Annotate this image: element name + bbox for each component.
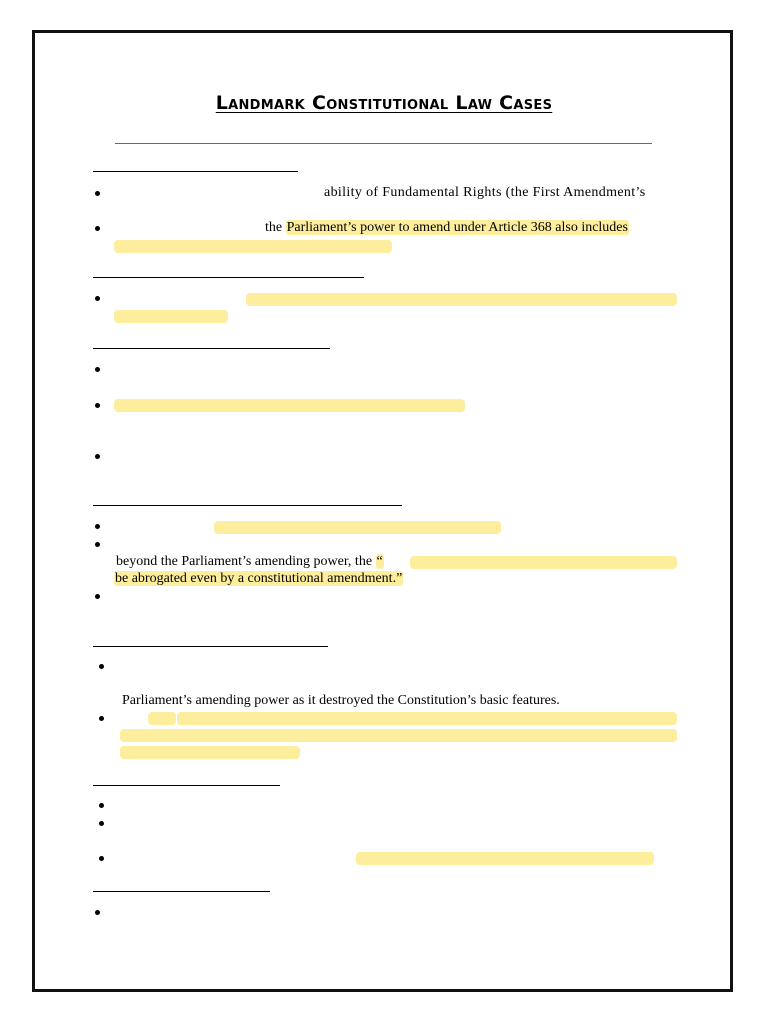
section-heading-rule xyxy=(93,505,402,506)
bullet-marker xyxy=(95,524,100,529)
text-highlight xyxy=(410,556,677,569)
case-text-line xyxy=(114,571,403,587)
section-heading-rule xyxy=(93,348,330,349)
title-divider xyxy=(115,143,652,144)
section-heading-rule xyxy=(93,171,298,172)
bullet-marker xyxy=(95,296,100,301)
text-highlight xyxy=(246,293,677,306)
bullet-marker xyxy=(95,594,100,599)
section-heading-rule xyxy=(93,277,364,278)
text-highlight xyxy=(114,399,465,412)
bullet-marker xyxy=(95,454,100,459)
text-highlight xyxy=(214,521,501,534)
text-highlight xyxy=(148,712,176,725)
text-highlight xyxy=(120,746,300,759)
bullet-marker xyxy=(95,542,100,547)
case-text-line: Parliament’s amending power as it destroyed the Constitution’s basic features. xyxy=(122,693,560,708)
section-heading-rule xyxy=(93,785,280,786)
bullet-marker xyxy=(95,191,100,196)
bullet-marker xyxy=(95,226,100,231)
text-highlight xyxy=(177,712,677,725)
text-highlight xyxy=(114,240,392,253)
text-highlight xyxy=(120,729,677,742)
case-text-line xyxy=(116,554,384,570)
page-title: Landmark Constitutional Law Cases xyxy=(215,92,553,114)
text-highlight xyxy=(114,310,228,323)
bullet-marker xyxy=(99,821,104,826)
section-heading-rule xyxy=(93,891,270,892)
bullet-marker xyxy=(95,910,100,915)
bullet-marker xyxy=(95,367,100,372)
section-heading-rule xyxy=(93,646,328,647)
bullet-marker xyxy=(99,664,104,669)
text-prefix: beyond the Parliament’s amending power, the xyxy=(116,554,376,569)
case-text-line xyxy=(265,220,629,236)
text-highlight xyxy=(356,852,654,865)
bullet-marker xyxy=(95,403,100,408)
bullet-marker xyxy=(99,803,104,808)
highlighted-text: Parliament’s power to amend under Article 368 also includes xyxy=(286,220,628,235)
highlighted-text: be abrogated even by a constitutional amendment.” xyxy=(115,571,403,586)
text-prefix: the xyxy=(265,220,286,235)
case-text-line: ability of Fundamental Rights (the First Amendment’s xyxy=(324,185,646,200)
highlighted-text: “ xyxy=(376,554,383,569)
page-border xyxy=(32,30,733,992)
bullet-marker xyxy=(99,856,104,861)
bullet-marker xyxy=(99,716,104,721)
